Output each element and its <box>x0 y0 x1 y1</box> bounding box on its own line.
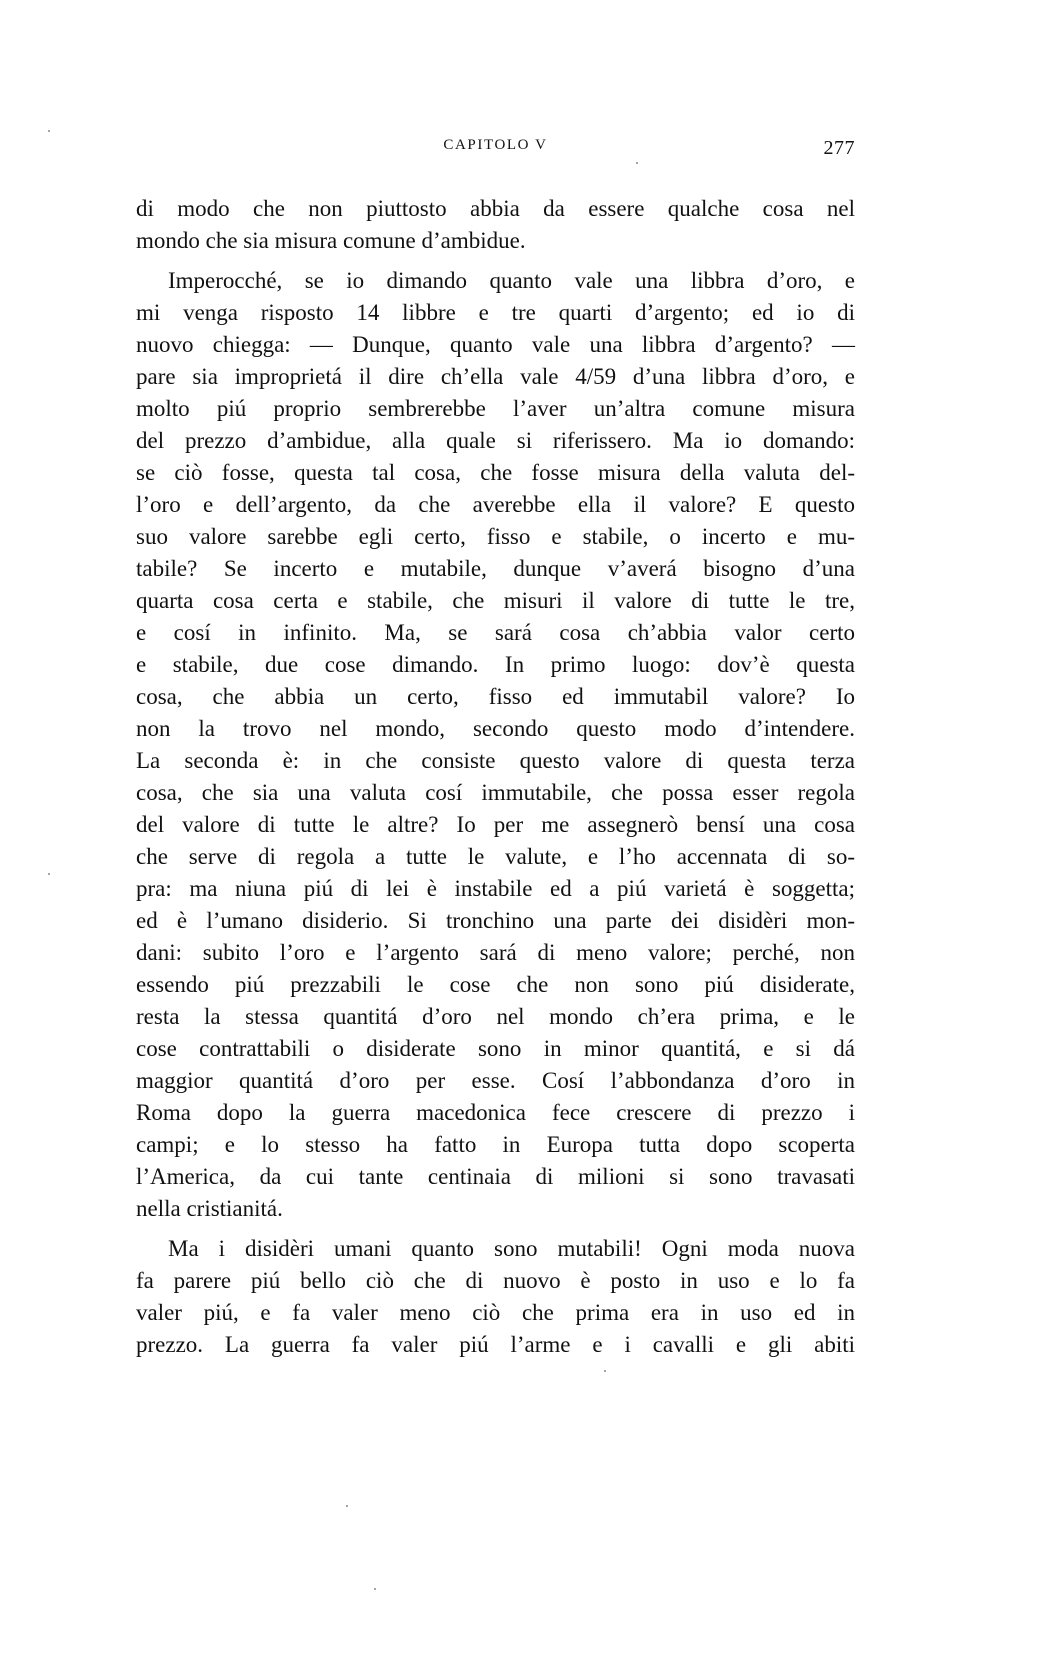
text-line: Imperocché, se io dimando quanto vale una libbra d’oro, e <box>168 268 855 293</box>
scan-speck <box>374 1588 376 1590</box>
text-line: l’America, da cui tante centinaia di milioni si sono travasati <box>136 1164 855 1189</box>
text-line: dani: subito l’oro e l’argento sará di meno valore; perché, non <box>136 940 855 965</box>
text-line: non la trovo nel mondo, secondo questo modo d’intendere. <box>136 716 855 741</box>
text-line: essendo piú prezzabili le cose che non sono piú disiderate, <box>136 972 855 997</box>
text-line: che serve di regola a tutte le valute, e l’ho accennata di so- <box>136 844 855 869</box>
text-line: maggior quantitá d’oro per esse. Cosí l’abbondanza d’oro in <box>136 1068 855 1093</box>
text-line: se ciò fosse, questa tal cosa, che fosse misura della valuta del- <box>136 460 855 485</box>
text-line: Roma dopo la guerra macedonica fece crescere di prezzo i <box>136 1100 855 1125</box>
text-line: valer piú, e fa valer meno ciò che prima era in uso ed in <box>136 1300 855 1325</box>
paragraph-gap <box>136 1225 855 1233</box>
text-line: pare sia improprietá il dire ch’ella vale 4/59 d’una libbra d’oro, e <box>136 364 855 389</box>
text-line: del valore di tutte le altre? Io per me assegnerò bensí una cosa <box>136 812 855 837</box>
text-line: mi venga risposto 14 libbre e tre quarti d’argento; ed io di <box>136 300 855 325</box>
text-line: e stabile, due cose dimando. In primo luogo: dov’è questa <box>136 652 855 677</box>
paragraph-3 <box>136 1233 855 1361</box>
text-line: resta la stessa quantitá d’oro nel mondo ch’era prima, e le <box>136 1004 855 1029</box>
text-line: cose contrattabili o disiderate sono in minor quantitá, e si dá <box>136 1036 855 1061</box>
text-line: cosa, che abbia un certo, fisso ed immutabil valore? Io <box>136 684 855 709</box>
text-line: suo valore sarebbe egli certo, fisso e stabile, o incerto e mu- <box>136 524 855 549</box>
text-line: pra: ma niuna piú di lei è instabile ed a piú varietá è soggetta; <box>136 876 855 901</box>
text-line: l’oro e dell’argento, da che averebbe ella il valore? E questo <box>136 492 855 517</box>
text-line: La seconda è: in che consiste questo valore di questa terza <box>136 748 855 773</box>
text-line: molto piú proprio sembrerebbe l’aver un’altra comune misura <box>136 396 855 421</box>
text-line: campi; e lo stesso ha fatto in Europa tutta dopo scoperta <box>136 1132 855 1157</box>
scan-speck <box>346 1505 348 1507</box>
body-text <box>136 193 855 1361</box>
text-line: prezzo. La guerra fa valer piú l’arme e i cavalli e gli abiti <box>136 1332 855 1357</box>
scan-speck <box>636 162 638 164</box>
text-line: mondo che sia misura comune d’ambidue. <box>136 228 526 253</box>
text-line: cosa, che sia una valuta cosí immutabile, che possa esser regola <box>136 780 855 805</box>
text-line: tabile? Se incerto e mutabile, dunque v’averá bisogno d’una <box>136 556 855 581</box>
text-line: di modo che non piuttosto abbia da essere qualche cosa nel <box>136 196 855 221</box>
text-line: quarta cosa certa e stabile, che misuri il valore di tutte le tre, <box>136 588 855 613</box>
scan-speck <box>604 1370 606 1372</box>
text-line: nella cristianitá. <box>136 1196 283 1221</box>
text-line: ed è l’umano disiderio. Si tronchino una parte dei disidèri mon- <box>136 908 855 933</box>
text-line: Ma i disidèri umani quanto sono mutabili! Ogni moda nuova <box>168 1236 855 1261</box>
text-line: e cosí in infinito. Ma, se sará cosa ch’abbia valor certo <box>136 620 855 645</box>
text-line: del prezzo d’ambidue, alla quale si riferissero. Ma io domando: <box>136 428 855 453</box>
chapter-title: CAPITOLO V <box>443 137 548 153</box>
scan-speck <box>48 873 50 875</box>
running-head <box>136 137 855 167</box>
paragraph-gap <box>136 257 855 265</box>
scan-speck <box>48 130 50 132</box>
paragraph-1 <box>136 193 855 257</box>
paragraph-2 <box>136 265 855 1225</box>
page-number: 277 <box>823 137 855 159</box>
text-line: fa parere piú bello ciò che di nuovo è posto in uso e lo fa <box>136 1268 855 1293</box>
text-line: nuovo chiegga: — Dunque, quanto vale una libbra d’argento? — <box>136 332 855 357</box>
